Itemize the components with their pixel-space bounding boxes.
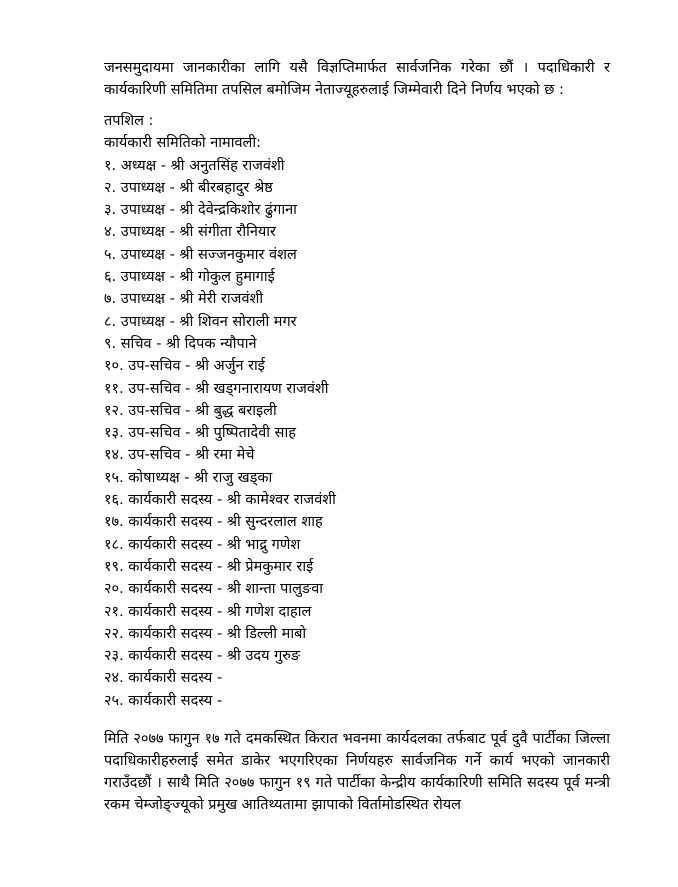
- list-item: १८. कार्यकारी सदस्य - श्री भाद्रु गणेश: [104, 536, 301, 553]
- list-item: १७. कार्यकारी सदस्य - श्री सुन्दरलाल शाह: [104, 514, 323, 531]
- list-item: ८. उपाध्यक्ष - श्री शिवन सोराली मगर: [104, 313, 297, 330]
- list-item: १६. कार्यकारी सदस्य - श्री कामेश्वर राजवंशी: [104, 492, 336, 509]
- list-item: ११. उप-सचिव - श्री खड्गनारायण राजवंशी: [104, 380, 329, 397]
- member-list-block: [104, 110, 336, 712]
- list-item: २. उपाध्यक्ष - श्री बीरबहादुर श्रेष्ठ: [104, 179, 273, 196]
- list-item: १४. उप-सचिव - श्री रमा मेचे: [104, 447, 255, 464]
- list-item: १२. उप-सचिव - श्री बुद्ध बराइली: [104, 402, 277, 419]
- list-item: ९. सचिव - श्री दिपक न्यौपाने: [104, 335, 257, 352]
- list-item: १. अध्यक्ष - श्री अनुतसिंह राजवंशी: [104, 157, 285, 174]
- list-item: २४. कार्यकारी सदस्य -: [104, 670, 223, 687]
- list-item: २२. कार्यकारी सदस्य - श्री डिल्ली माबो: [104, 625, 307, 642]
- closing-paragraph: मिति २०७७ फागुन १७ गते दमकस्थित किरात भवनमा कार्यदलका तर्फबाट पूर्व दुवै पार्टीका जिल्ला पदाधिकारीहरुलाई समेत डाकेर भएगरिएका निर्णयहरु सार्वजनिक गर्ने कार्य भएको जानकारी गराउँदछौं । साथै मिति २०७७ फागुन १९ गते पार्टीका केन्द्रीय कार्यकारिणी समिति सदस्य पूर्व मन्त्री रकम चेम्जोङ्ज्यूको प्रमुख आतिथ्यतामा झापाको विर्तामोडस्थित रोयल: [104, 730, 610, 813]
- list-item: २०. कार्यकारी सदस्य - श्री शान्ता पालुङवा: [104, 581, 324, 598]
- section-heading: तपशिल :: [104, 113, 154, 129]
- list-item: ४. उपाध्यक्ष - श्री संगीता रौनियार: [104, 224, 276, 241]
- list-item: ७. उपाध्यक्ष - श्री मेरी राजवंशी: [104, 291, 264, 308]
- list-item: ५. उपाध्यक्ष - श्री सज्जनकुमार वंशल: [104, 246, 297, 263]
- list-item: १५. कोषाध्यक्ष - श्री राजु खड्का: [104, 469, 273, 486]
- list-title: कार्यकारी समितिको नामावली:: [104, 135, 262, 152]
- list-item: ३. उपाध्यक्ष - श्री देवेन्द्रकिशोर ढुंगाना: [104, 202, 297, 219]
- list-item: २१. कार्यकारी सदस्य - श्री गणेश दाहाल: [104, 603, 312, 620]
- list-item: १०. उप-सचिव - श्री अर्जुन राई: [104, 358, 265, 375]
- list-item: २३. कार्यकारी सदस्य - श्री उदय गुरुङ: [104, 648, 301, 665]
- list-item: २५. कार्यकारी सदस्य -: [104, 692, 223, 709]
- list-item: ६. उपाध्यक्ष - श्री गोकुल हुमागाई: [104, 269, 275, 286]
- list-item: १९. कार्यकारी सदस्य - श्री प्रेमकुमार राई: [104, 558, 314, 575]
- intro-paragraph: जनसमुदायमा जानकारीका लागि यसै विज्ञप्तिमार्फत सार्वजनिक गरेका छौं । पदाधिकारी र कार्यकारिणी समितिमा तपसिल बमोजिम नेताज्यूहरुलाई जिम्मेवारी दिने निर्णय भएको छ :: [104, 59, 610, 98]
- list-item: १३. उप-सचिव - श्री पुष्पितादेवी साह: [104, 425, 296, 442]
